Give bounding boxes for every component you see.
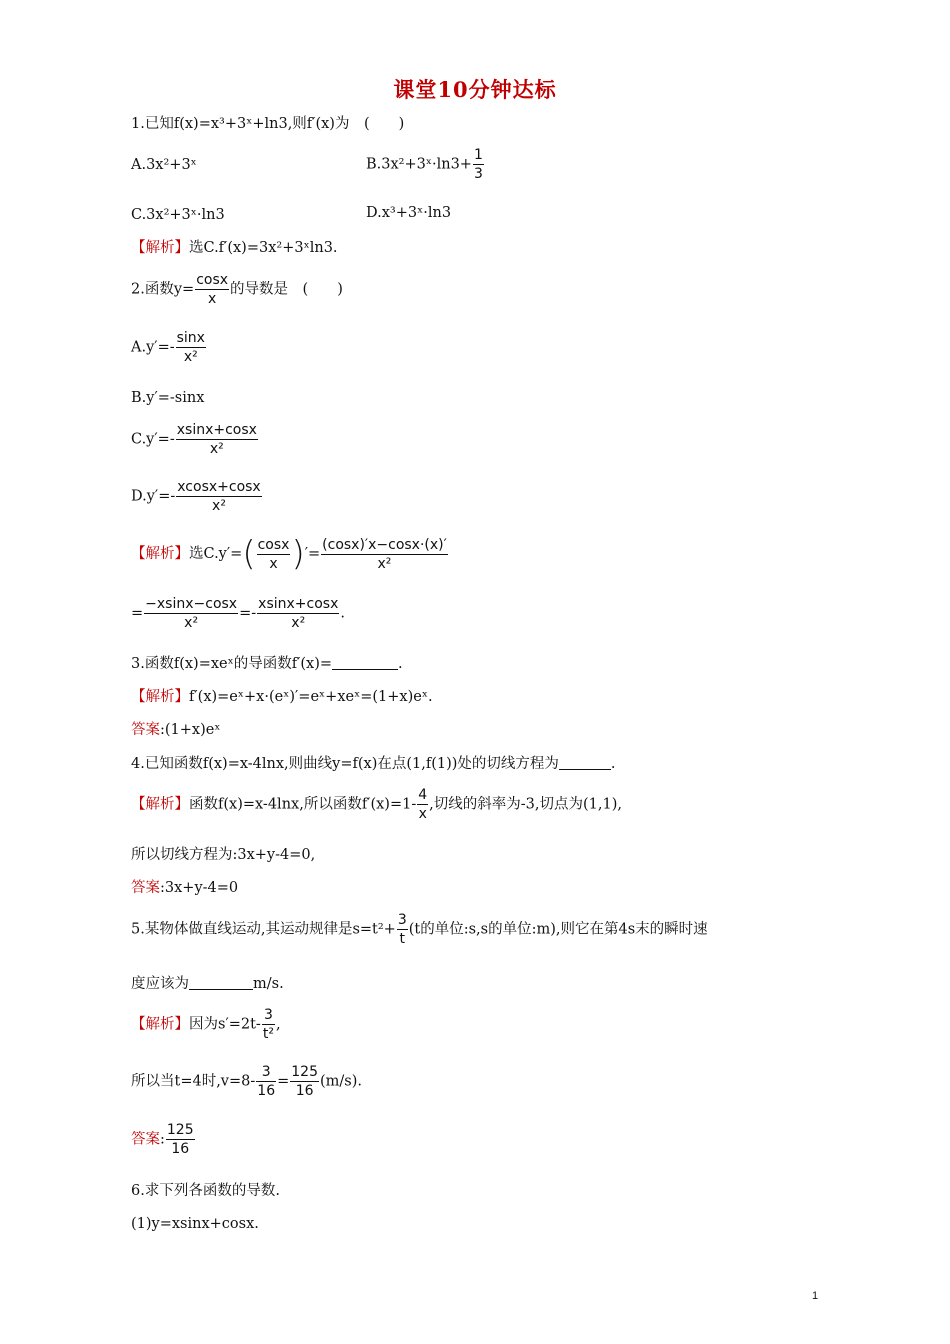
fraction: $\frac{3}{\text{t²}}$: [262, 1007, 274, 1042]
analysis-label: 【解析】: [131, 689, 189, 705]
fraction: $\frac{3}{t}$: [397, 912, 407, 947]
analysis-label: 【解析】: [131, 240, 189, 256]
q5-analysis-line2: 所以当t=4时,v=8- $\frac{3}{16}$ = $\frac{125}{16}$ (m/s).: [131, 1064, 362, 1099]
q2-option-a: A.y′=- $\frac{\sin x}{\text{x²}}$: [131, 330, 205, 365]
q1-stem: 1.已知f(x)=x³+3ˣ+ln3,则f′(x)为 ( ): [131, 116, 405, 132]
q3-answer: 答案:(1+x)eˣ: [131, 722, 221, 738]
analysis-label: 【解析】: [131, 796, 189, 813]
q1-option-a: A.3x²+3ˣ: [131, 157, 197, 173]
q2-option-d: D.y′=- $\frac{xcosx+\cos x}{\text{x²}}$: [131, 479, 261, 514]
q6-part1: (1)y=xsinx+cosx.: [131, 1216, 259, 1232]
fraction: $\frac{xcosx+\cos x}{\text{x²}}$: [177, 479, 261, 514]
q5-stem: 5.某物体做直线运动,其运动规律是s=t²+ $\frac{3}{t}$ (t的单位:s,s的单位:m),则它在第4s末的瞬时速: [131, 912, 708, 947]
q2-stem: 2.函数y= $\frac{\cos x}{x}$ 的导数是 ( ): [131, 272, 343, 307]
fraction: $\frac{xsinx+\cos x}{\text{x²}}$: [258, 596, 339, 631]
fraction: $\frac{3}{16}$: [257, 1064, 276, 1099]
q5-stem-line2: 度应该为 m/s.: [131, 976, 284, 992]
q1-analysis: 【解析】选C.f′(x)=3x²+3ˣln3.: [131, 240, 338, 256]
q3-stem: 3.函数f(x)=xeˣ的导函数f′(x)= .: [131, 656, 403, 672]
fraction: $\frac{\sin x}{\text{x²}}$: [176, 330, 205, 365]
q1-option-b: B.3x²+3ˣ·ln3+ $\frac{1}{3}$: [366, 147, 483, 182]
q3-analysis: 【解析】f′(x)=eˣ+x·(eˣ)′=eˣ+xeˣ=(1+x)eˣ.: [131, 689, 433, 705]
q2-analysis-line2: = $\frac{-xsinx-\cos x}{\text{x²}}$ =- $\frac{xsinx+\cos x}{\text{x²}}$ .: [131, 596, 345, 631]
fraction: $\frac{-xsinx-\cos x}{\text{x²}}$: [145, 596, 238, 631]
q5-analysis: 【解析】因为s′=2t- $\frac{3}{\text{t²}}$ ,: [131, 1007, 281, 1042]
analysis-label: 【解析】: [131, 546, 189, 562]
page-number: 1: [812, 1290, 819, 1302]
fraction: $\frac{xsinx+\cos x}{\text{x²}}$: [176, 422, 257, 457]
fraction: $\frac{(\cos x)'x-\cos x\cdot(x)'}{\text{x²}}$: [322, 536, 447, 572]
fraction: $\frac{\cos x}{x}$: [257, 536, 290, 572]
answer-label: 答案: [131, 880, 160, 896]
fraction: $\frac{4}{x}$: [418, 787, 428, 822]
fraction: $\frac{125}{16}$: [166, 1122, 194, 1157]
answer-blank: [559, 755, 611, 770]
answer-label: 答案: [131, 1131, 160, 1148]
answer-blank: [189, 975, 253, 990]
q4-answer: 答案:3x+y-4=0: [131, 880, 239, 896]
q2-analysis: 【解析】选C.y′=( $\frac{\cos x}{x}$ )′= $\frac{(\cos x)'x-\cos x\cdot(x)'}{\text{x²}}$: [131, 534, 447, 574]
q4-analysis: 【解析】函数f(x)=x-4lnx,所以函数f′(x)=1- $\frac{4}{x}$ ,切线的斜率为-3,切点为(1,1),: [131, 787, 622, 822]
q1-option-c: C.3x²+3ˣ·ln3: [131, 207, 225, 223]
analysis-label: 【解析】: [131, 1016, 189, 1033]
fraction: $\frac{125}{16}$: [291, 1064, 318, 1099]
fraction: $\frac{1}{3}$: [473, 147, 483, 182]
q4-analysis-line2: 所以切线方程为:3x+y-4=0,: [131, 847, 316, 863]
fraction: $\frac{\cos x}{x}$: [196, 272, 229, 307]
q5-answer: 答案: $\frac{125}{16}$: [131, 1122, 194, 1157]
page-title: 课堂10分钟达标: [393, 77, 557, 102]
answer-label: 答案: [131, 722, 160, 738]
q6-stem: 6.求下列各函数的导数.: [131, 1183, 280, 1199]
q2-option-c: C.y′=- $\frac{xsinx+\cos x}{\text{x²}}$: [131, 422, 257, 457]
q1-option-d: D.x³+3ˣ·ln3: [366, 205, 452, 221]
q4-stem: 4.已知函数f(x)=x-4lnx,则曲线y=f(x)在点(1,f(1))处的切线方程为 .: [131, 756, 616, 772]
answer-blank: [332, 655, 398, 670]
q2-option-b: B.y′=-sinx: [131, 390, 205, 406]
